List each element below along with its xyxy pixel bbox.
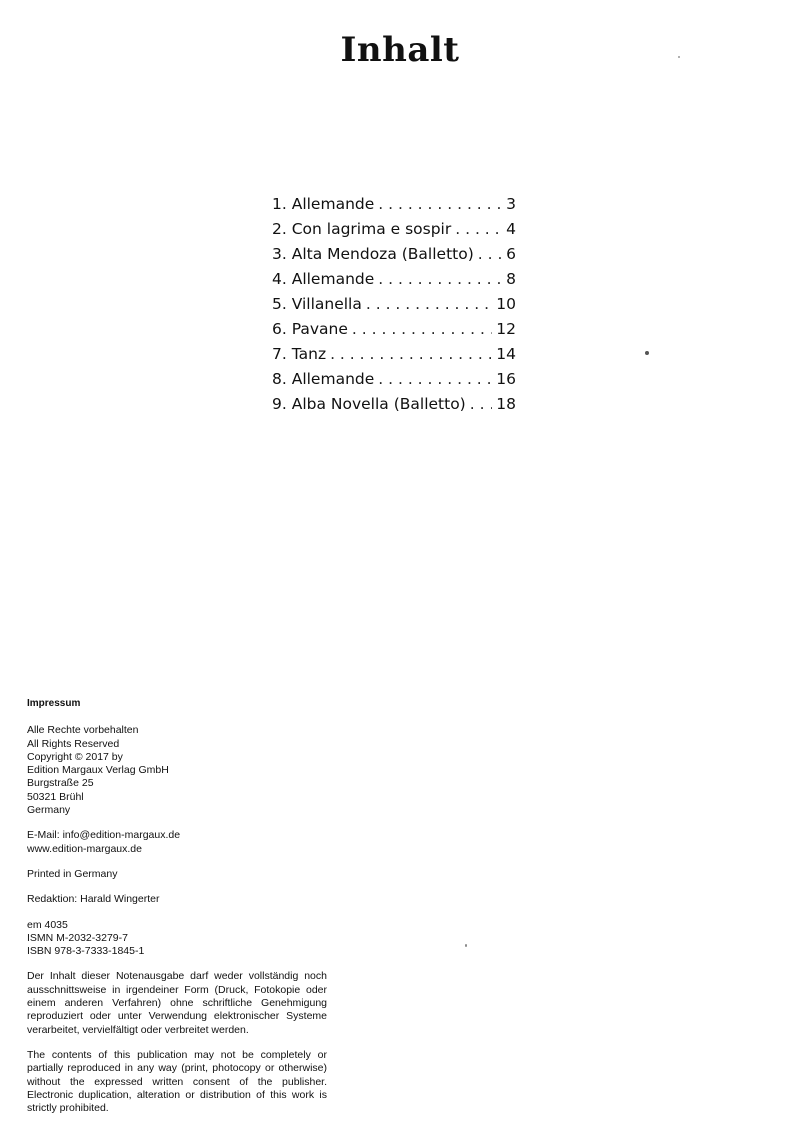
publisher-address	[27, 724, 327, 817]
table-of-contents	[272, 192, 516, 417]
toc-leader-dots	[378, 192, 502, 217]
page-title: Inhalt	[340, 30, 460, 70]
email-text: E-Mail: info@edition-margaux.de	[27, 829, 181, 842]
address-line: Burgstraße 25	[27, 777, 94, 790]
toc-entry-page: 4	[506, 220, 516, 238]
toc-leader-dots	[478, 242, 502, 267]
toc-entry-title: 3. Alta Mendoza (Balletto)	[272, 245, 474, 263]
toc-entry	[272, 367, 516, 392]
toc-leader-dots	[330, 342, 492, 367]
toc-entry-page: 3	[506, 195, 516, 213]
toc-leader-dots	[470, 392, 493, 417]
toc-entry-page: 14	[496, 345, 516, 363]
toc-entry-title: 4. Allemande	[272, 270, 375, 288]
toc-entry-page: 16	[496, 370, 516, 388]
toc-entry-title: 5. Villanella	[272, 295, 362, 313]
ismn-number: ISMN M-2032-3279-7	[27, 931, 128, 944]
toc-entry	[272, 342, 516, 367]
impressum-heading: Impressum	[27, 698, 81, 709]
toc-entry-page: 10	[496, 295, 516, 313]
isbn-number: ISBN 978-3-7333-1845-1	[27, 945, 145, 958]
toc-entry	[272, 292, 516, 317]
toc-entry	[272, 392, 516, 417]
scan-speck	[645, 351, 649, 355]
toc-entry-title: 1. Allemande	[272, 195, 375, 213]
website-text: www.edition-margaux.de	[27, 842, 142, 855]
toc-leader-dots	[378, 267, 502, 292]
toc-entry	[272, 192, 516, 217]
toc-entry-title: 6. Pavane	[272, 320, 348, 338]
toc-entry	[272, 267, 516, 292]
toc-entry-title: 9. Alba Novella (Balletto)	[272, 395, 466, 413]
toc-entry-page: 8	[506, 270, 516, 288]
toc-leader-dots	[455, 217, 502, 242]
address-line: Edition Margaux Verlag GmbH	[27, 764, 169, 777]
scan-speck	[678, 56, 680, 58]
impressum	[27, 697, 327, 1127]
copyright-notice-german: Der Inhalt dieser Notenausgabe darf weder vollständig noch ausschnittsweise in irgendeiner Form (Druck, Fotokopie oder einem anderen Verfahren) ohne schriftliche Genehmigung reproduziert oder unter Verwendung elektronischer Systeme verarbeitet, vervielfältigt oder verbreitet werden.	[27, 970, 327, 1036]
toc-leader-dots	[366, 292, 492, 317]
address-line: Alle Rechte vorbehalten	[27, 724, 139, 737]
toc-entry-title: 8. Allemande	[272, 370, 375, 388]
copyright-notice-english: The contents of this publication may not be completely or partially reproduced in any way (print, photocopy or otherwise) without the expressed written consent of the publisher. Electronic duplication, alteration or distribution of this work is strictly prohibited.	[27, 1048, 327, 1115]
toc-entry-page: 12	[496, 320, 516, 338]
toc-entry-title: 7. Tanz	[272, 345, 327, 363]
toc-leader-dots	[352, 317, 492, 342]
toc-entry-page: 18	[496, 395, 516, 413]
address-line: Germany	[27, 804, 71, 817]
editor-note: Redaktion: Harald Wingerter	[27, 893, 160, 906]
catalog-number: em 4035	[27, 918, 68, 931]
address-line: All Rights Reserved	[27, 737, 120, 750]
toc-entry	[272, 217, 516, 242]
scan-speck	[465, 944, 467, 947]
address-line: Copyright © 2017 by	[27, 750, 123, 763]
printed-note: Printed in Germany	[27, 867, 118, 880]
toc-entry	[272, 242, 516, 267]
publisher-contact	[27, 829, 327, 856]
address-line: 50321 Brühl	[27, 790, 84, 803]
catalog-numbers	[27, 919, 327, 959]
toc-leader-dots	[378, 367, 492, 392]
toc-entry	[272, 317, 516, 342]
toc-entry-title: 2. Con lagrima e sospir	[272, 220, 452, 238]
toc-entry-page: 6	[506, 245, 516, 263]
